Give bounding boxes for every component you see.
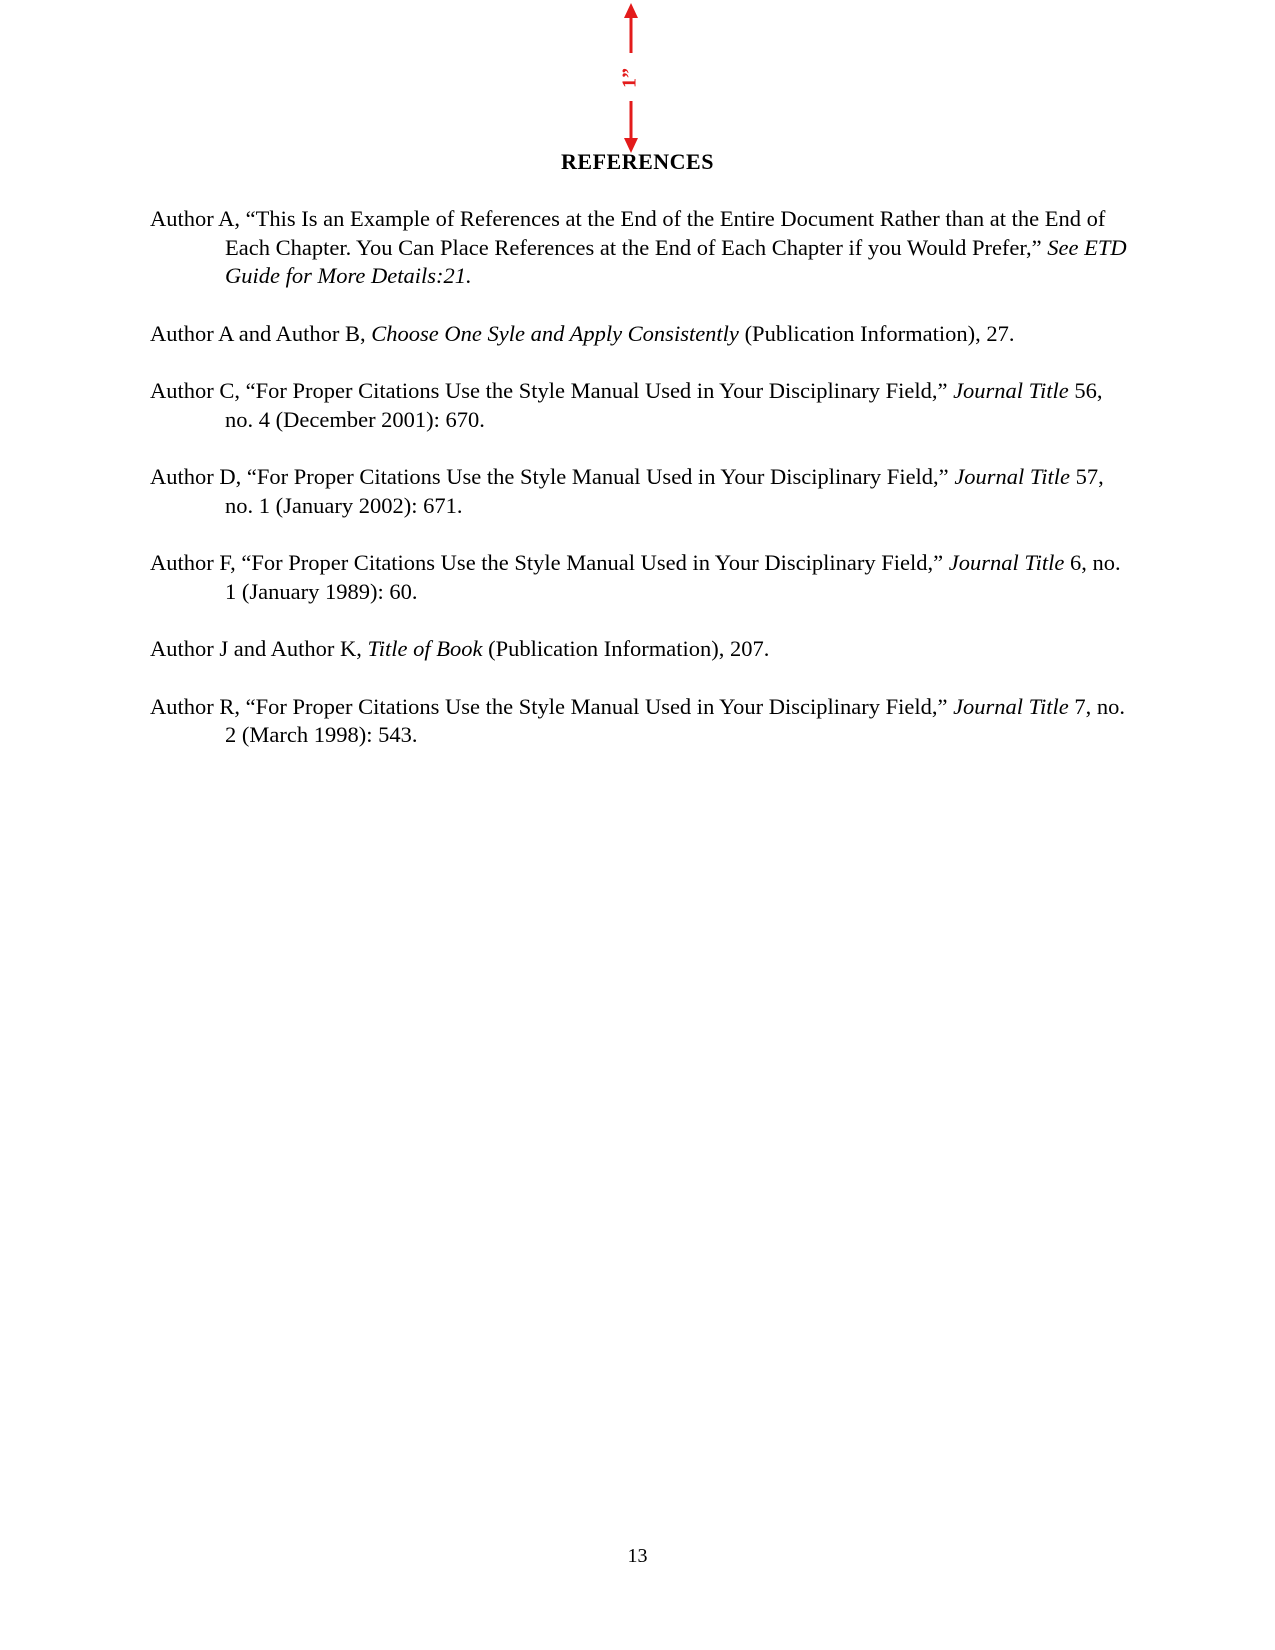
reference-text-tail: (Publication Information), 207. [482, 636, 770, 661]
margin-label: 1” [619, 68, 641, 88]
top-margin-arrow-icon [619, 0, 643, 160]
reference-entry [150, 635, 1130, 664]
reference-text: Author D, “For Proper Citations Use the Style Manual Used in Your Disciplinary Field,” [150, 464, 955, 489]
reference-text: Author A, “This Is an Example of References at the End of the Entire Document Rather than at the End of Each Chapter. You Can Place References at the End of Each Chapter if you Would Prefer,” [150, 206, 1106, 260]
reference-italic-title: Title of Book [367, 636, 483, 661]
reference-text-tail: (Publication Information), 27. [738, 320, 1015, 346]
reference-entry [150, 549, 1130, 606]
reference-italic-title: Journal Title [948, 550, 1065, 575]
reference-italic-title: See ETD Guide for More Details:21. [225, 234, 1127, 288]
arrow-shaft-bottom [630, 101, 633, 141]
arrow-head-up [624, 3, 638, 18]
reference-text: Author A and Author B, [150, 320, 372, 346]
reference-text: Author J and Author K, [150, 636, 368, 661]
reference-list [150, 205, 1130, 779]
reference-italic-title: Journal Title [953, 378, 1069, 403]
reference-entry [150, 463, 1130, 520]
reference-text-tail: 7, no. 2 (March 1998): 543. [225, 693, 1125, 747]
reference-text-tail: 57, no. 1 (January 2002): 671. [225, 464, 1104, 518]
reference-entry [150, 693, 1130, 750]
page-title: REFERENCES [561, 149, 714, 174]
reference-entry [150, 377, 1130, 434]
reference-text-tail: 6, no. 1 (January 1989): 60. [225, 550, 1121, 604]
page-number: 13 [627, 1545, 648, 1567]
reference-italic-title: Choose One Syle and Apply Consistently [371, 320, 739, 346]
reference-text: Author F, “For Proper Citations Use the Style Manual Used in Your Disciplinary Field,” [150, 550, 949, 575]
arrow-shaft-top [630, 16, 633, 53]
reference-italic-title: Journal Title [953, 693, 1069, 719]
reference-entry [150, 320, 1130, 349]
reference-italic-title: Journal Title [954, 464, 1070, 489]
reference-text: Author R, “For Proper Citations Use the Style Manual Used in Your Disciplinary Field,” [150, 693, 954, 719]
reference-text: Author C, “For Proper Citations Use the Style Manual Used in Your Disciplinary Field,” [150, 378, 954, 403]
reference-entry [150, 205, 1130, 291]
reference-text-tail: 56, no. 4 (December 2001): 670. [225, 378, 1103, 432]
